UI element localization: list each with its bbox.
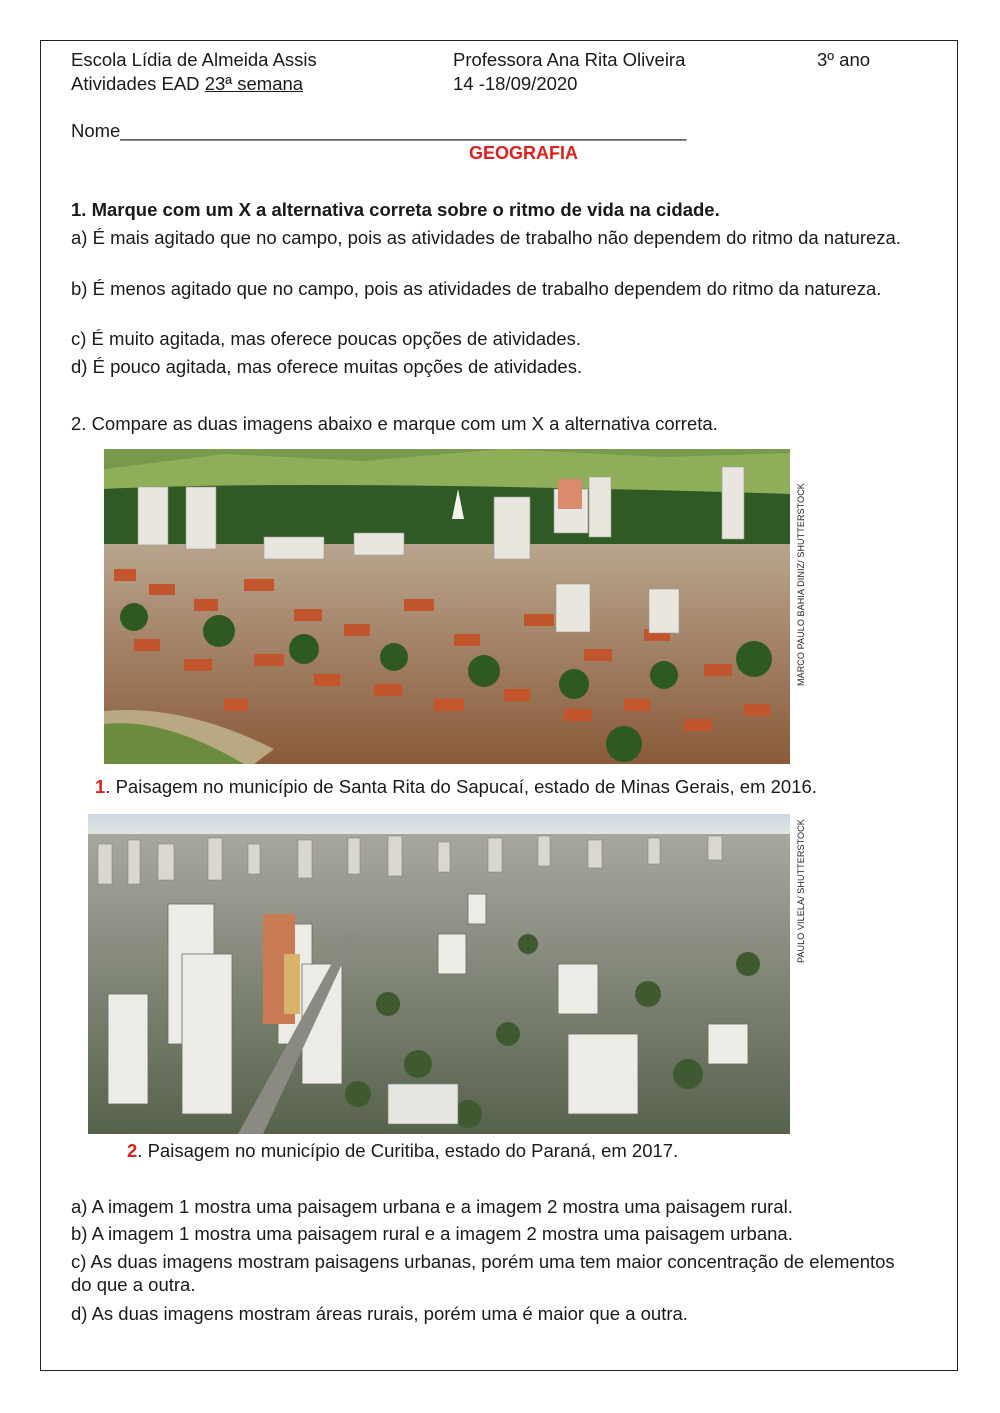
q1-option-a[interactable]: a) É mais agitado que no campo, pois as atividades de trabalho não dependem do ritmo da natureza. (71, 227, 901, 248)
week-label: 23ª semana (204, 73, 304, 94)
subject-title: GEOGRAFIA (469, 143, 579, 163)
q2-option-d[interactable]: d) As duas imagens mostram áreas rurais, porém uma é maior que a outra. (71, 1303, 688, 1324)
photo1-number: 1 (95, 776, 106, 797)
q1-option-b[interactable]: b) É menos agitado que no campo, pois as atividades de trabalho dependem do ritmo da natureza. (71, 278, 882, 299)
photo-santa-rita (104, 449, 790, 764)
q2-question: 2. Compare as duas imagens abaixo e marque com um X a alternativa correta. (71, 413, 718, 434)
photo2-credit: PAULO VILELA/ SHUTTERSTOCK (796, 819, 806, 963)
q2-option-a[interactable]: a) A imagem 1 mostra uma paisagem urbana e a imagem 2 mostra uma paisagem rural. (71, 1196, 793, 1217)
q1-option-c[interactable]: c) É muito agitada, mas oferece poucas opções de atividades. (71, 328, 582, 349)
q1-question: 1. Marque com um X a alternativa correta sobre o ritmo de vida na cidade. (71, 199, 720, 220)
grade: 3º ano (817, 49, 871, 70)
q1-option-d[interactable]: d) É pouco agitada, mas oferece muitas opções de atividades. (71, 356, 583, 377)
q2-option-c[interactable]: c) As duas imagens mostram paisagens urbanas, porém uma tem maior concentração de elementos do que a outra. (71, 1251, 895, 1295)
activities-line (71, 72, 303, 95)
photo2-caption (127, 1139, 678, 1162)
school-name: Escola Lídia de Almeida Assis (71, 49, 317, 70)
photo1-credit: MARCO PAULO BAHIA DINIZ/ SHUTTERSTOCK (796, 483, 806, 686)
photo1-caption (95, 775, 817, 798)
photo1-caption-text: . Paisagem no município de Santa Rita do Sapucaí, estado de Minas Gerais, em 2016. (105, 776, 817, 797)
activities-prefix: Atividades EAD (71, 73, 205, 94)
teacher-name: Professora Ana Rita Oliveira (453, 49, 686, 70)
name-field[interactable]: Nome_______________________________________________________ (71, 120, 687, 141)
dates: 14 -18/09/2020 (453, 73, 578, 94)
photo-curitiba (88, 814, 790, 1134)
photo2-number: 2 (127, 1140, 138, 1161)
photo2-caption-text: . Paisagem no município de Curitiba, estado do Paraná, em 2017. (137, 1140, 679, 1161)
q2-option-b[interactable]: b) A imagem 1 mostra uma paisagem rural e a imagem 2 mostra uma paisagem urbana. (71, 1223, 793, 1244)
